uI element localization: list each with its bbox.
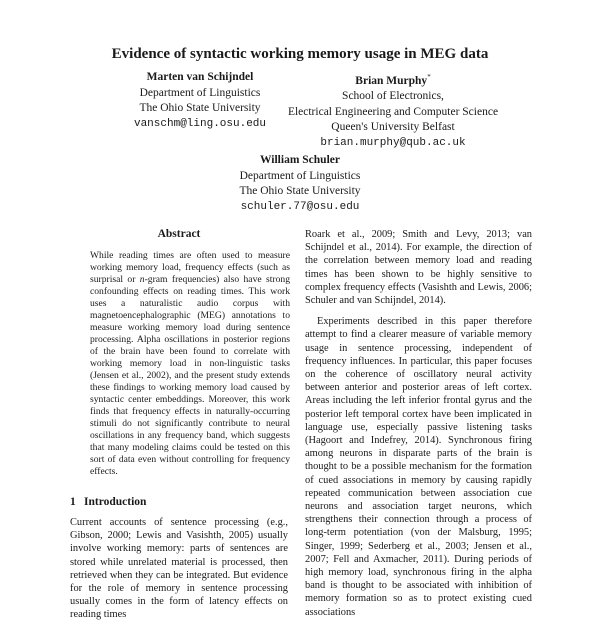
author-email: brian.murphy@qub.ac.uk (320, 136, 466, 149)
intro-paragraph: Current accounts of sentence processing (e.g., Gibson, 2000; Lewis and Vasishth, 2005) usually involve working memory: parts of sentences are stored while unrelated material is processed, then retrieved when they can be integrated. But evidence for the role of memory in sentence processing usually comes in the form of latency effects on reading times (70, 517, 288, 621)
author-affiliation-line: School of Electronics, (342, 90, 444, 103)
author-name: William Schuler (260, 154, 340, 166)
author-affiliation-line: Queen's University Belfast (331, 121, 455, 134)
author-email: schuler.77@osu.edu (240, 200, 360, 213)
author-affiliation-line: Department of Linguistics (239, 169, 361, 182)
abstract-text-b: -gram frequencies) also have strong confounding effects on reading times. This work uses a naturalistic audio corpus with magnetoencephalographic (MEG) annotations to measure working memory load during sentence processing. Alpha oscillations in posterior regions of the brain have been found to correlate with working memory load in non-linguistic tasks (Jensen et al., 2002), and the present study extends these findings to working memory load caused by syntactic center embeddings. Moreover, this work finds that frequency effects in naturally-occurring stimuli do not significantly contribute to neural oscillations in any frequency band, which suggests that many modeling claims could be tested on this sort of data even without controlling for frequency effects. (90, 274, 290, 477)
author-email: vanschm@ling.osu.edu (133, 117, 267, 130)
author-block-2 (278, 70, 508, 151)
abstract-text-a: While reading times are often used to measure working memory load, frequency effects (such as surprisal or (90, 250, 290, 285)
body-paragraph-2: Experiments described in this paper therefore attempt to find a clearer measure of variable memory usage in sentence processing, independent of frequency influences. In particular, this paper focuses on the coherence of oscillatory neural activity between anterior and posterior areas of left cortex. Areas including the left inferior frontal gyrus and the posterior left temporal cortex have been implicated in language use, especially passive listening tasks (Hagoort and Indefrey, 2014). Synchronous firing among neurons in disparate parts of the brain is thought to be a possible mechanism for the formation of cued associations in memory by causing rapidly repeated communication between association cue neurons and association target neurons, which strengthens their connection through a process of long-term potentiation (von der Malsburg, 1995; Singer, 1999; Sederberg et al., 2003; Jensen et al., 2007; Fell and Axmacher, 2011). During periods of high memory load, synchronous firing in the alpha band is thought to be associated with inhibition of memory formation so as to protect existing cued associations (305, 316, 532, 618)
author-block-3 (200, 153, 400, 215)
author-affiliation-line: The Ohio State University (239, 185, 361, 197)
author-footnote-mark: * (427, 73, 431, 81)
author-name (278, 70, 508, 89)
section-heading-introduction (70, 496, 288, 508)
left-column (70, 228, 288, 622)
abstract-heading: Abstract (157, 228, 201, 240)
paper-title: Evidence of syntactic working memory usage in MEG data (111, 46, 489, 62)
abstract-body (90, 250, 290, 478)
abstract-text-italic: n (139, 274, 145, 285)
section-number: 1 (70, 496, 76, 508)
author-block-1 (100, 70, 300, 132)
author-affiliation-line: The Ohio State University (139, 102, 261, 114)
author-name: Marten van Schijndel (146, 71, 254, 83)
author-affiliation-line: Electrical Engineering and Computer Science (287, 105, 499, 118)
body-paragraph-1: Roark et al., 2009; Smith and Levy, 2013; van Schijndel et al., 2014). For example, the direction of the correlation between memory load and reading times has been shown to be highly sensitive to complex frequency effects (Vasishth and Lewis, 2006; Schuler and van Schijndel, 2014). (305, 229, 532, 307)
author-affiliation-line: Department of Linguistics (139, 86, 261, 99)
section-title: Introduction (84, 496, 147, 508)
author-name-text: Brian Murphy (355, 74, 428, 87)
right-column (305, 228, 532, 619)
